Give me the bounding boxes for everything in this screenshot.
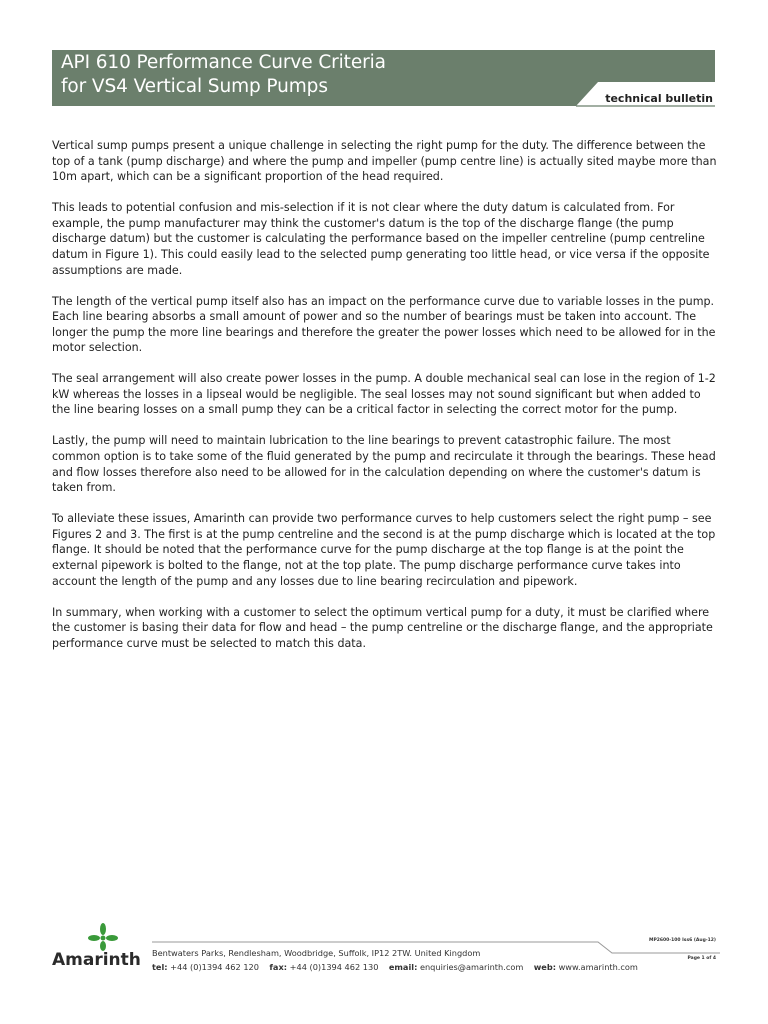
technical-bulletin-label: technical bulletin: [605, 92, 713, 105]
company-address: Bentwaters Parks, Rendlesham, Woodbridge, Suffolk, IP12 2TW. United Kingdom: [152, 948, 481, 958]
document-reference: MP2600-100 Iss6 (Aug-12): [648, 938, 716, 943]
logo-wordmark: Amarinth: [52, 950, 141, 970]
fax-label: fax:: [269, 962, 288, 972]
fax-number: +44 (0)1394 462 130: [289, 962, 379, 972]
paragraph: Vertical sump pumps present a unique challenge in selecting the right pump for the duty. The difference between the top of a tank (pump discharge) and where the pump and impeller (pump centre line) is actually sited maybe more than 10m apart, which can be a significant proportion of the head required.: [52, 139, 717, 184]
paragraph: Lastly, the pump will need to maintain lubrication to the line bearings to prevent catastrophic failure. The most common option is to take some of the fluid generated by the pump and recirculate it through the bearings. These head and flow losses therefore also need to be allowed for in the calculation depending on where the customer's datum is taken from.: [52, 434, 716, 495]
tel-number: +44 (0)1394 462 120: [170, 962, 259, 972]
title-line-1: API 610 Performance Curve Criteria: [61, 52, 386, 73]
paragraph: The length of the vertical pump itself also has an impact on the performance curve due to variable losses in the pump. Each line bearing absorbs a small amount of power and so the number of bearings must be taken into account. The longer the pump the more line bearings and therefore the greater the power losses which need to be allowed for in the motor selection.: [52, 294, 716, 355]
paragraph: The seal arrangement will also create power losses in the pump. A double mechanical seal can lose in the region of 1-2 kW whereas the losses in a lipseal would be negligible. The seal losses may not sound significant but when added to the line bearing losses on a small pump they can be a critical factor in selecting the correct motor for the pump.: [52, 372, 716, 417]
email-label: email:: [388, 962, 418, 972]
document-title: [61, 51, 386, 99]
contact-details: [152, 962, 638, 972]
title-line-2: for VS4 Vertical Sump Pumps: [61, 76, 328, 97]
tel-label: tel:: [152, 962, 168, 972]
web-label: web:: [533, 962, 556, 972]
paragraph: In summary, when working with a customer to select the optimum vertical pump for a duty, it must be clarified where the customer is basing their data for flow and head – the pump centreline or the discharge flange, and the appropriate performance curve must be selected to match this data.: [52, 605, 713, 650]
paragraph: To alleviate these issues, Amarinth can provide two performance curves to help customers select the right pump – see Figures 2 and 3. The first is at the pump centreline and the second is at the pump discharge which is located at the top flange. It should be noted that the performance curve for the pump discharge at the top flange is at the point the external pipework is bolted to the flange, not at the top plate. The pump discharge performance curve takes into account the length of the pump and any losses due to line bearing recirculation and pipework.: [52, 512, 716, 588]
email-link[interactable]: enquiries@amarinth.com: [419, 962, 524, 972]
web-link[interactable]: www.amarinth.com: [558, 962, 638, 972]
paragraph: This leads to potential confusion and mis-selection if it is not clear where the duty datum is calculated from. For example, the pump manufacturer may think the customer's datum is the top of the discharge flange (the pump discharge datum) but the customer is calculating the performance based on the impeller centreline (pump centreline datum in Figure 1). This could easily lead to the selected pump generating too little head, or vice versa if the opposite assumptions are made.: [52, 201, 710, 277]
bulletin-body: [52, 138, 722, 667]
page-number: Page 1 of 4: [687, 956, 716, 961]
